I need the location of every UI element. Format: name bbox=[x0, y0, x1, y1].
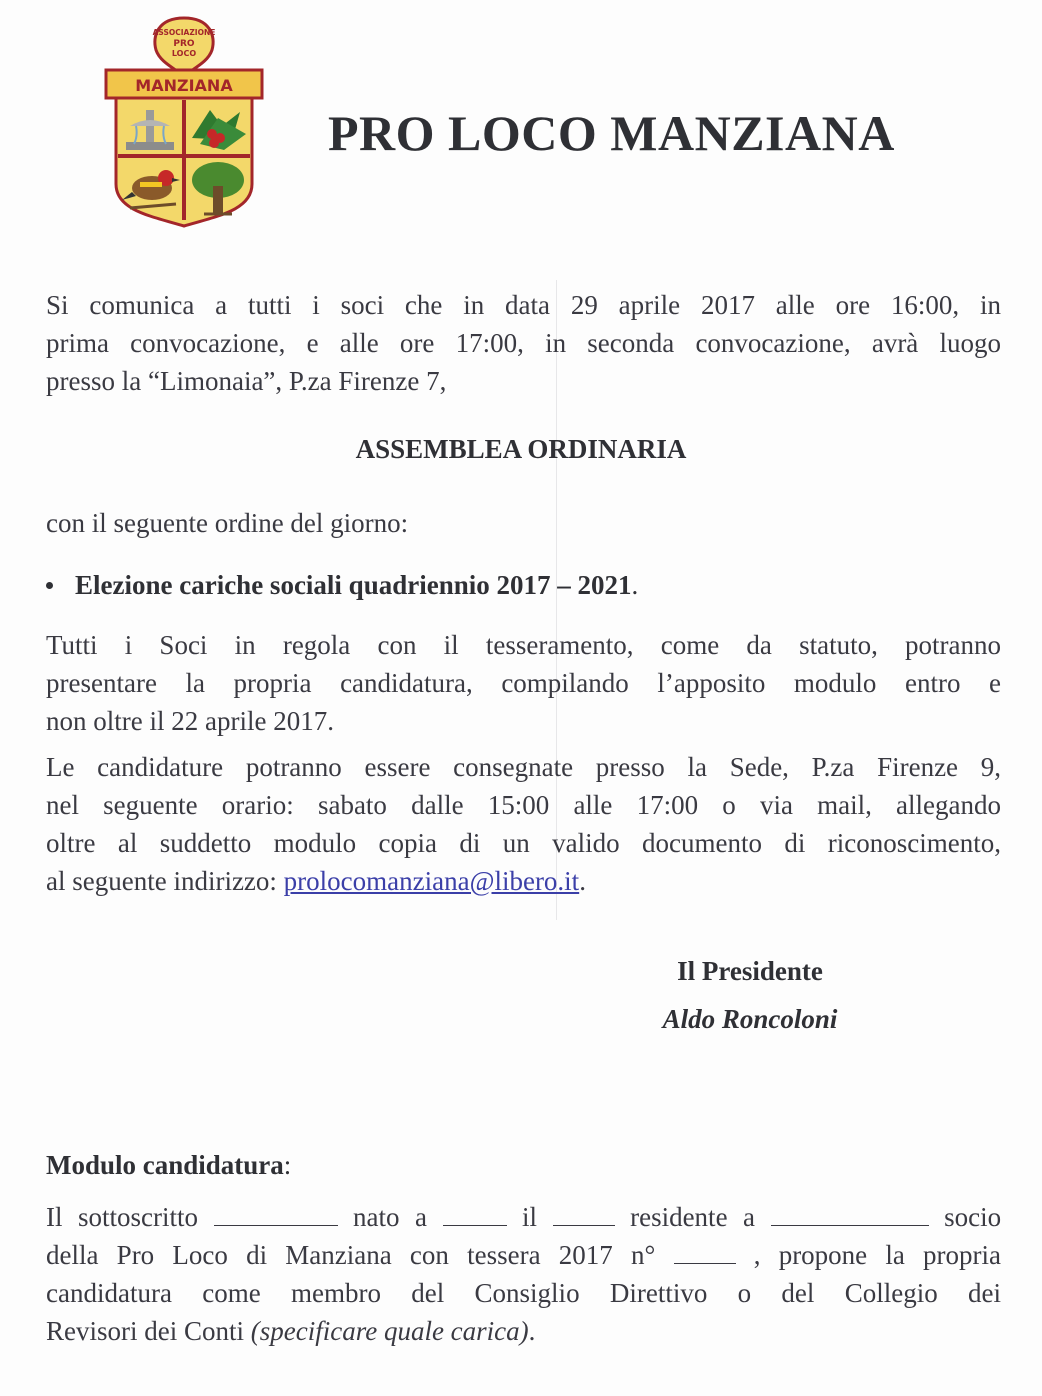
residence-blank-field[interactable] bbox=[771, 1203, 929, 1226]
agenda-item-suffix: . bbox=[631, 570, 639, 600]
pro-loco-logo bbox=[100, 14, 268, 228]
candidacy-line-1: Tutti i Soci in regola con il tesseramento, come da statuto, potranno bbox=[46, 630, 1001, 660]
form-word-nato: nato a bbox=[353, 1202, 428, 1232]
form-line-4 bbox=[46, 1312, 1001, 1350]
birthplace-blank-field[interactable] bbox=[443, 1203, 507, 1226]
form-line-3: candidatura come membro del Consiglio Direttivo o del Collegio dei bbox=[46, 1278, 1001, 1308]
name-blank-field[interactable] bbox=[214, 1203, 338, 1226]
form-line-2-prefix: della Pro Loco di Manziana con tessera 2017 n° bbox=[46, 1240, 656, 1270]
card-number-blank-field[interactable] bbox=[674, 1241, 736, 1264]
email-link[interactable]: prolocomanziana@libero.it bbox=[283, 866, 580, 896]
agenda-intro bbox=[46, 504, 1001, 542]
candidacy-paragraph bbox=[46, 626, 1001, 740]
delivery-line-3: oltre al suddetto modulo copia di un valido documento di riconoscimento, bbox=[46, 828, 1001, 858]
signature-name: Aldo Roncoloni bbox=[662, 1004, 838, 1034]
intro-line-2: prima convocazione, e alle ore 17:00, in seconda convocazione, avrà luogo bbox=[46, 328, 1001, 358]
intro-paragraph bbox=[46, 286, 1001, 400]
delivery-line-1: Le candidature potranno essere consegnate presso la Sede, P.za Firenze 9, bbox=[46, 752, 1001, 782]
form-word-il: il bbox=[522, 1202, 538, 1232]
intro-line-1: Si comunica a tutti i soci che in data 29 aprile 2017 alle ore 16:00, in bbox=[46, 290, 1001, 320]
logo-badge-bottom: LOCO bbox=[171, 49, 197, 58]
form-title-text: Modulo candidatura bbox=[46, 1150, 284, 1180]
intro-line-3: presso la “Limonaia”, P.za Firenze 7, bbox=[46, 366, 447, 396]
logo-badge-mid: PRO bbox=[173, 39, 195, 49]
candidacy-line-3: non oltre il 22 aprile 2017. bbox=[46, 706, 334, 736]
form-word-socio: socio bbox=[944, 1202, 1002, 1232]
form-line-4-suffix: . bbox=[528, 1316, 536, 1346]
agenda-list-item bbox=[46, 566, 638, 604]
form-word-residente: residente a bbox=[630, 1202, 756, 1232]
form-line-2-suffix: , propone la propria bbox=[753, 1240, 1002, 1270]
form-line-1 bbox=[46, 1198, 1001, 1236]
form-line-4-italic: (specificare quale carica) bbox=[250, 1316, 529, 1346]
signature-role: Il Presidente bbox=[677, 956, 823, 986]
delivery-paragraph bbox=[46, 748, 1001, 900]
bullet-icon bbox=[46, 582, 53, 589]
form-word-sottoscritto: Il sottoscritto bbox=[46, 1202, 198, 1232]
delivery-line-2: nel seguente orario: sabato dalle 15:00 alle 17:00 o via mail, allegando bbox=[46, 790, 1001, 820]
delivery-line-4 bbox=[46, 862, 1001, 900]
page-title: PRO LOCO MANZIANA bbox=[328, 105, 895, 161]
agenda-intro-text: con il seguente ordine del giorno: bbox=[46, 508, 409, 538]
agenda-item-text: Elezione cariche sociali quadriennio 2017 – 2021 bbox=[75, 570, 632, 600]
birthdate-blank-field[interactable] bbox=[553, 1203, 615, 1226]
logo-banner-text: MANZIANA bbox=[135, 76, 233, 95]
assembly-heading: ASSEMBLEA ORDINARIA bbox=[355, 434, 687, 464]
delivery-line-4-suffix: . bbox=[579, 866, 586, 896]
form-title-suffix: : bbox=[283, 1150, 292, 1180]
logo-badge-top: ASSOCIAZIONE bbox=[152, 28, 216, 37]
form-paragraph bbox=[46, 1198, 1001, 1350]
form-line-2 bbox=[46, 1236, 1001, 1274]
delivery-line-4-prefix: al seguente indirizzo: bbox=[46, 866, 284, 896]
form-title bbox=[46, 1150, 291, 1181]
form-line-4-prefix: Revisori dei Conti bbox=[46, 1316, 251, 1346]
candidacy-line-2: presentare la propria candidatura, compilando l’apposito modulo entro e bbox=[46, 668, 1001, 698]
